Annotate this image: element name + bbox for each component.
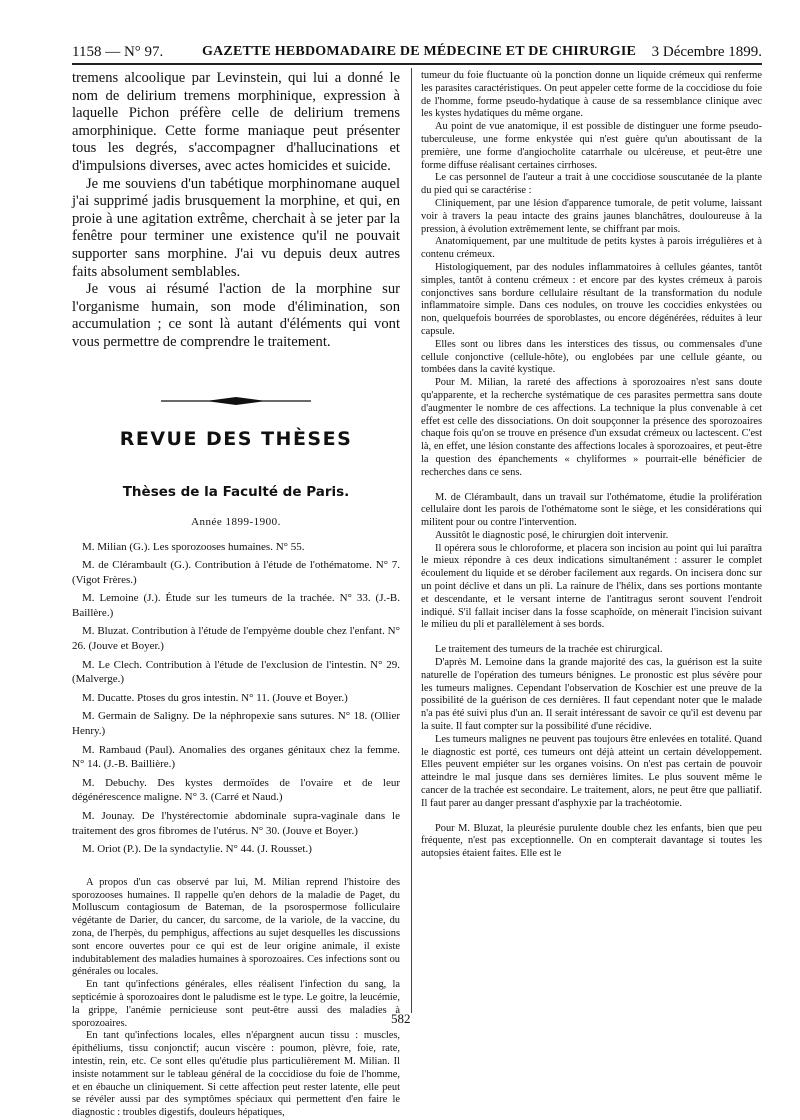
section-subtitle: Thèses de la Faculté de Paris. bbox=[122, 483, 350, 500]
paragraph: Il opérera sous le chloroforme, et placera son incision au point qui lui paraîtra le mieux répondre à ces deux indications simultanément : assurer le complet écoulement du liquide et se dérober facilement aux regards. On incisera donc sur un point déclive et dans un pli. La rainure de l'hélix, dans ses portions montante et descendante, et le versant interne de l'antitragus seront souvent l'endroit indiqué. S'il fallait inciser dans la fosse scaphoïde, on mènerait l'incision suivant le milieu du pli et parallèlement à ses bords. bbox=[421, 542, 762, 631]
paragraph: Les tumeurs malignes ne peuvent pas toujours être enlevées en totalité. Quand le diagnostic est porté, ces tumeurs ont déjà atteint un certain développement. Elles peuvent empiéter sur les organes voisins. On n'est pas certain de pouvoir atteindre le mal jusque dans ses dernières limites. Le plus souvent même le cancer de la trachée est secondaire. Le traitement, alors, ne peut être que palliatif. Il faut parer au danger pressant d'asphyxie par la trachéotomie. bbox=[421, 733, 762, 809]
paragraph: Pour M. Bluzat, la pleurésie purulente double chez les enfants, bien que peu fréquente, n'est pas exceptionnelle. On en compterait davantage si toutes les autopsies étaient faites. Elle est le bbox=[421, 822, 762, 860]
paragraph: En tant qu'infections générales, elles réalisent l'infection du sang, la septicémie à sporozoaires dont le paludisme est le type. Le goitre, la leucémie, la grippe, l'anémie pernicieuse sont peut-être aussi des maladies à sporozoaires. bbox=[72, 979, 400, 1029]
right-column bbox=[421, 70, 762, 861]
paragraph: Pour M. Milian, la rareté des affections à sporozoaires n'est sans doute qu'apparente, et la recherche systématique de ces parasites permettra sans doute d'augmenter le nombre de ces affections. La technique la plus convenable à cet effet est celle des dissociations. On doit soupçonner la présence des sporozoaires chaque fois qu'on se trouve en présence d'un exsudat crémeux ou lactescent. C'est là, en effet, une lésion constante des affections locales à sporozoaires, et peut-être la question des épanchements « chyliformes » pourrait-elle bénéficier de recherches dans ce sens. bbox=[421, 377, 762, 478]
paragraph: Anatomiquement, par une multitude de petits kystes à parois irrégulières et à contenu crémeux. bbox=[421, 236, 762, 261]
paragraph: Je vous ai résumé l'action de la morphine sur l'organisme humain, son mode d'élimination, son accumulation ; ce sont là autant d'éléments qui vont vous permettre de comprendre le traitement. bbox=[72, 281, 400, 350]
thesis-entry: M. Debuchy. Des kystes dermoïdes de l'ovaire et de leur dégénérescence maligne. N° 3. (Carré et Naud.) bbox=[72, 776, 400, 804]
paragraph: Elles sont ou libres dans les interstices des tissus, ou commensales d'une cellule conjonctive (cellule-hôte), ou englobées par une cellule géante, ou tombées dans la cavité kystique. bbox=[421, 338, 762, 376]
thesis-entry: M. Ducatte. Ptoses du gros intestin. N° 11. (Jouve et Boyer.) bbox=[82, 691, 348, 704]
thesis-entry: M. Bluzat. Contribution à l'étude de l'empyème double chez l'enfant. N° 26. (Jouve et Boyer.) bbox=[72, 625, 400, 653]
thesis-entry: M. Jounay. De l'hystérectomie abdominale supra-vaginale dans le traitement des gros fibromes de l'utérus. N° 30. (Jouve et Boyer.) bbox=[72, 810, 400, 837]
paragraph: Je me souviens d'un tabétique morphinomane auquel j'ai supprimé jadis brusquement la morphine, et qui, en proie à une agitation extrême, cherchait à se jeter par la fenêtre pour terminer une existence qu'il ne pouvait supporter sans morphine. J'ai vu depuis deux autres faits absolument semblables. bbox=[72, 175, 400, 280]
issue-date: 3 Décembre 1899. bbox=[651, 44, 762, 60]
paragraph: Au point de vue anatomique, il est possible de distinguer une forme pseudo-tuberculeuse, une forme enkystée qui n'est guère qu'un aboutissant de la première, une forme d'angiocholite catarrhale ou ulcéreuse, et peut-être une forme diffuse réalisant certaines cirrhoses. bbox=[421, 121, 762, 171]
column-divider bbox=[411, 68, 412, 1013]
paragraph: tumeur du foie fluctuante où la ponction donne un liquide crémeux qui renferme les parasites caractéristiques. On peut appeler cette forme de la coccidiose du foie de l'homme, forme pseudo-hydatique à cause de sa ressemblance clinique avec les kystes hydatiques du même organe. bbox=[421, 70, 762, 120]
paragraph: Histologiquement, par des nodules inflammatoires à cellules géantes, tantôt simples, tantôt à contenu crémeux : et encore par des kystes crémeux à parois conjonctives sans bordure cellulaire résultant de la transformation du nodule inflammatoire simple. Dans ces nodules, on trouve les coccidies enkystées ou non, quelquefois bourrées de sporoblastes, ou encore dégénérées, réduites à leur capsule. bbox=[421, 261, 762, 337]
thesis-entry: M. Lemoine (J.). Étude sur les tumeurs de la trachée. N° 33. (J.-B. Baillère.) bbox=[72, 592, 400, 619]
thesis-entry: M. Milian (G.). Les sporozooses humaines. N° 55. bbox=[82, 540, 305, 553]
paragraph: D'après M. Lemoine dans la grande majorité des cas, la guérison est la suite naturelle de l'opération des tumeurs bénignes. Le pronostic est plus sévère pour les tumeurs malignes. Cependant l'observation de Koschier est une preuve de la possibilité de la guérison de ces dernières. Il faut cependant noter que le malade n'a pas été suivi plus d'un an. Il serait intéressant de savoir ce qu'il est devenu par la suite. Il faut compter sur la possibilité d'une récidive. bbox=[421, 657, 762, 733]
page-number: 582 bbox=[391, 1011, 411, 1026]
paragraph: M. de Clérambault, dans un travail sur l'othématome, étudie la prolifération cellulaire dont les parois de l'othématome sont le siège, et les considérations qui militent pour ou contre l'intervention. bbox=[421, 491, 762, 529]
paragraph: tremens alcoolique par Levinstein, qui lui a donné le nom de delirium tremens morphinique, expression à laquelle Pichon préfère celle de delirium tremens amorphinique. Cette forme maniaque peut présenter tous les degrés, s'accompagner d'hallucinations et d'impulsions diverses, avec actes homicides et suicide. bbox=[72, 70, 400, 174]
running-header bbox=[72, 42, 762, 62]
paragraph: Le cas personnel de l'auteur a trait à une coccidiose souscutanée de la plante du pied qui se caractérise : bbox=[421, 172, 762, 197]
ornament-divider bbox=[161, 396, 311, 406]
thesis-entry: M. Rambaud (Paul). Anomalies des organes génitaux chez la femme. N° 14. (J.-B. Baillière.) bbox=[72, 743, 400, 771]
theses-list bbox=[72, 540, 400, 857]
paragraph: A propos d'un cas observé par lui, M. Milian reprend l'histoire des sporozooses humaines. Il rappelle qu'en dehors de la maladie de Paget, du Molluscum contagiosum de Bateman, de la psorospermose folliculaire végétante de Darier, du cancer, du sarcome, de la variole, de la vaccine, du zona, de l'herpès, du pemphigus, affections au sujet desquelles les discussions sont encore ouvertes pour ce qui est de leur origine animale, il existe indubitablement des maladies humaines à sporozoaires. Ces infections sont ou générales ou locales. bbox=[72, 876, 400, 978]
section-title: REVUE DES THÈSES bbox=[119, 427, 353, 450]
paragraph: Aussitôt le diagnostic posé, le chirurgien doit intervenir. bbox=[435, 529, 669, 541]
paragraph: Le traitement des tumeurs de la trachée est chirurgical. bbox=[435, 644, 663, 656]
paragraph: En tant qu'infections locales, elles n'épargnent aucun tissu : muscles, épithéliums, tissu conjonctif; aucun viscère : poumon, plèvre, foie, rate, intestin, rein, etc. Ce sont elles qu'étudie plus particulièrement M. Milian. Il insiste notamment sur le tableau général de la coccidiose du foie de l'homme, et en ébauche un cliniquement. Si cette affection peut rester latente, elle peut se révéler aussi par des symptômes spéciaux qui permettent d'en faire le diagnostic : troubles digestifs, douleurs hépatiques, bbox=[72, 1030, 400, 1119]
left-column bbox=[72, 70, 400, 1120]
academic-year: Année 1899-1900. bbox=[191, 515, 281, 528]
thesis-entry: M. Oriot (P.). De la syndactylie. N° 44. (J. Rousset.) bbox=[82, 843, 312, 856]
header-rule bbox=[72, 63, 762, 65]
thesis-entry: M. Le Clech. Contribution à l'étude de l'exclusion de l'intestin. N° 29. (Malverge.) bbox=[72, 658, 400, 686]
paragraph: Cliniquement, par une lésion d'apparence tumorale, de petit volume, laissant voir à travers la peau intacte des grains jaunes blanchâtres, douloureuse à la pression, à évolution extrêmement lente, se chiffrant par mois. bbox=[421, 197, 762, 235]
thesis-entry: M. de Clérambault (G.). Contribution à l'étude de l'othématome. N° 7. (Vigot Frères.) bbox=[72, 559, 400, 586]
thesis-entry: M. Germain de Saligny. De la néphropexie sans sutures. N° 18. (Ollier Henry.) bbox=[72, 710, 400, 738]
page-and-issue: 1158 — N° 97. bbox=[72, 44, 164, 60]
journal-title: GAZETTE HEBDOMADAIRE DE MÉDECINE ET DE CHIRURGIE bbox=[202, 44, 637, 59]
